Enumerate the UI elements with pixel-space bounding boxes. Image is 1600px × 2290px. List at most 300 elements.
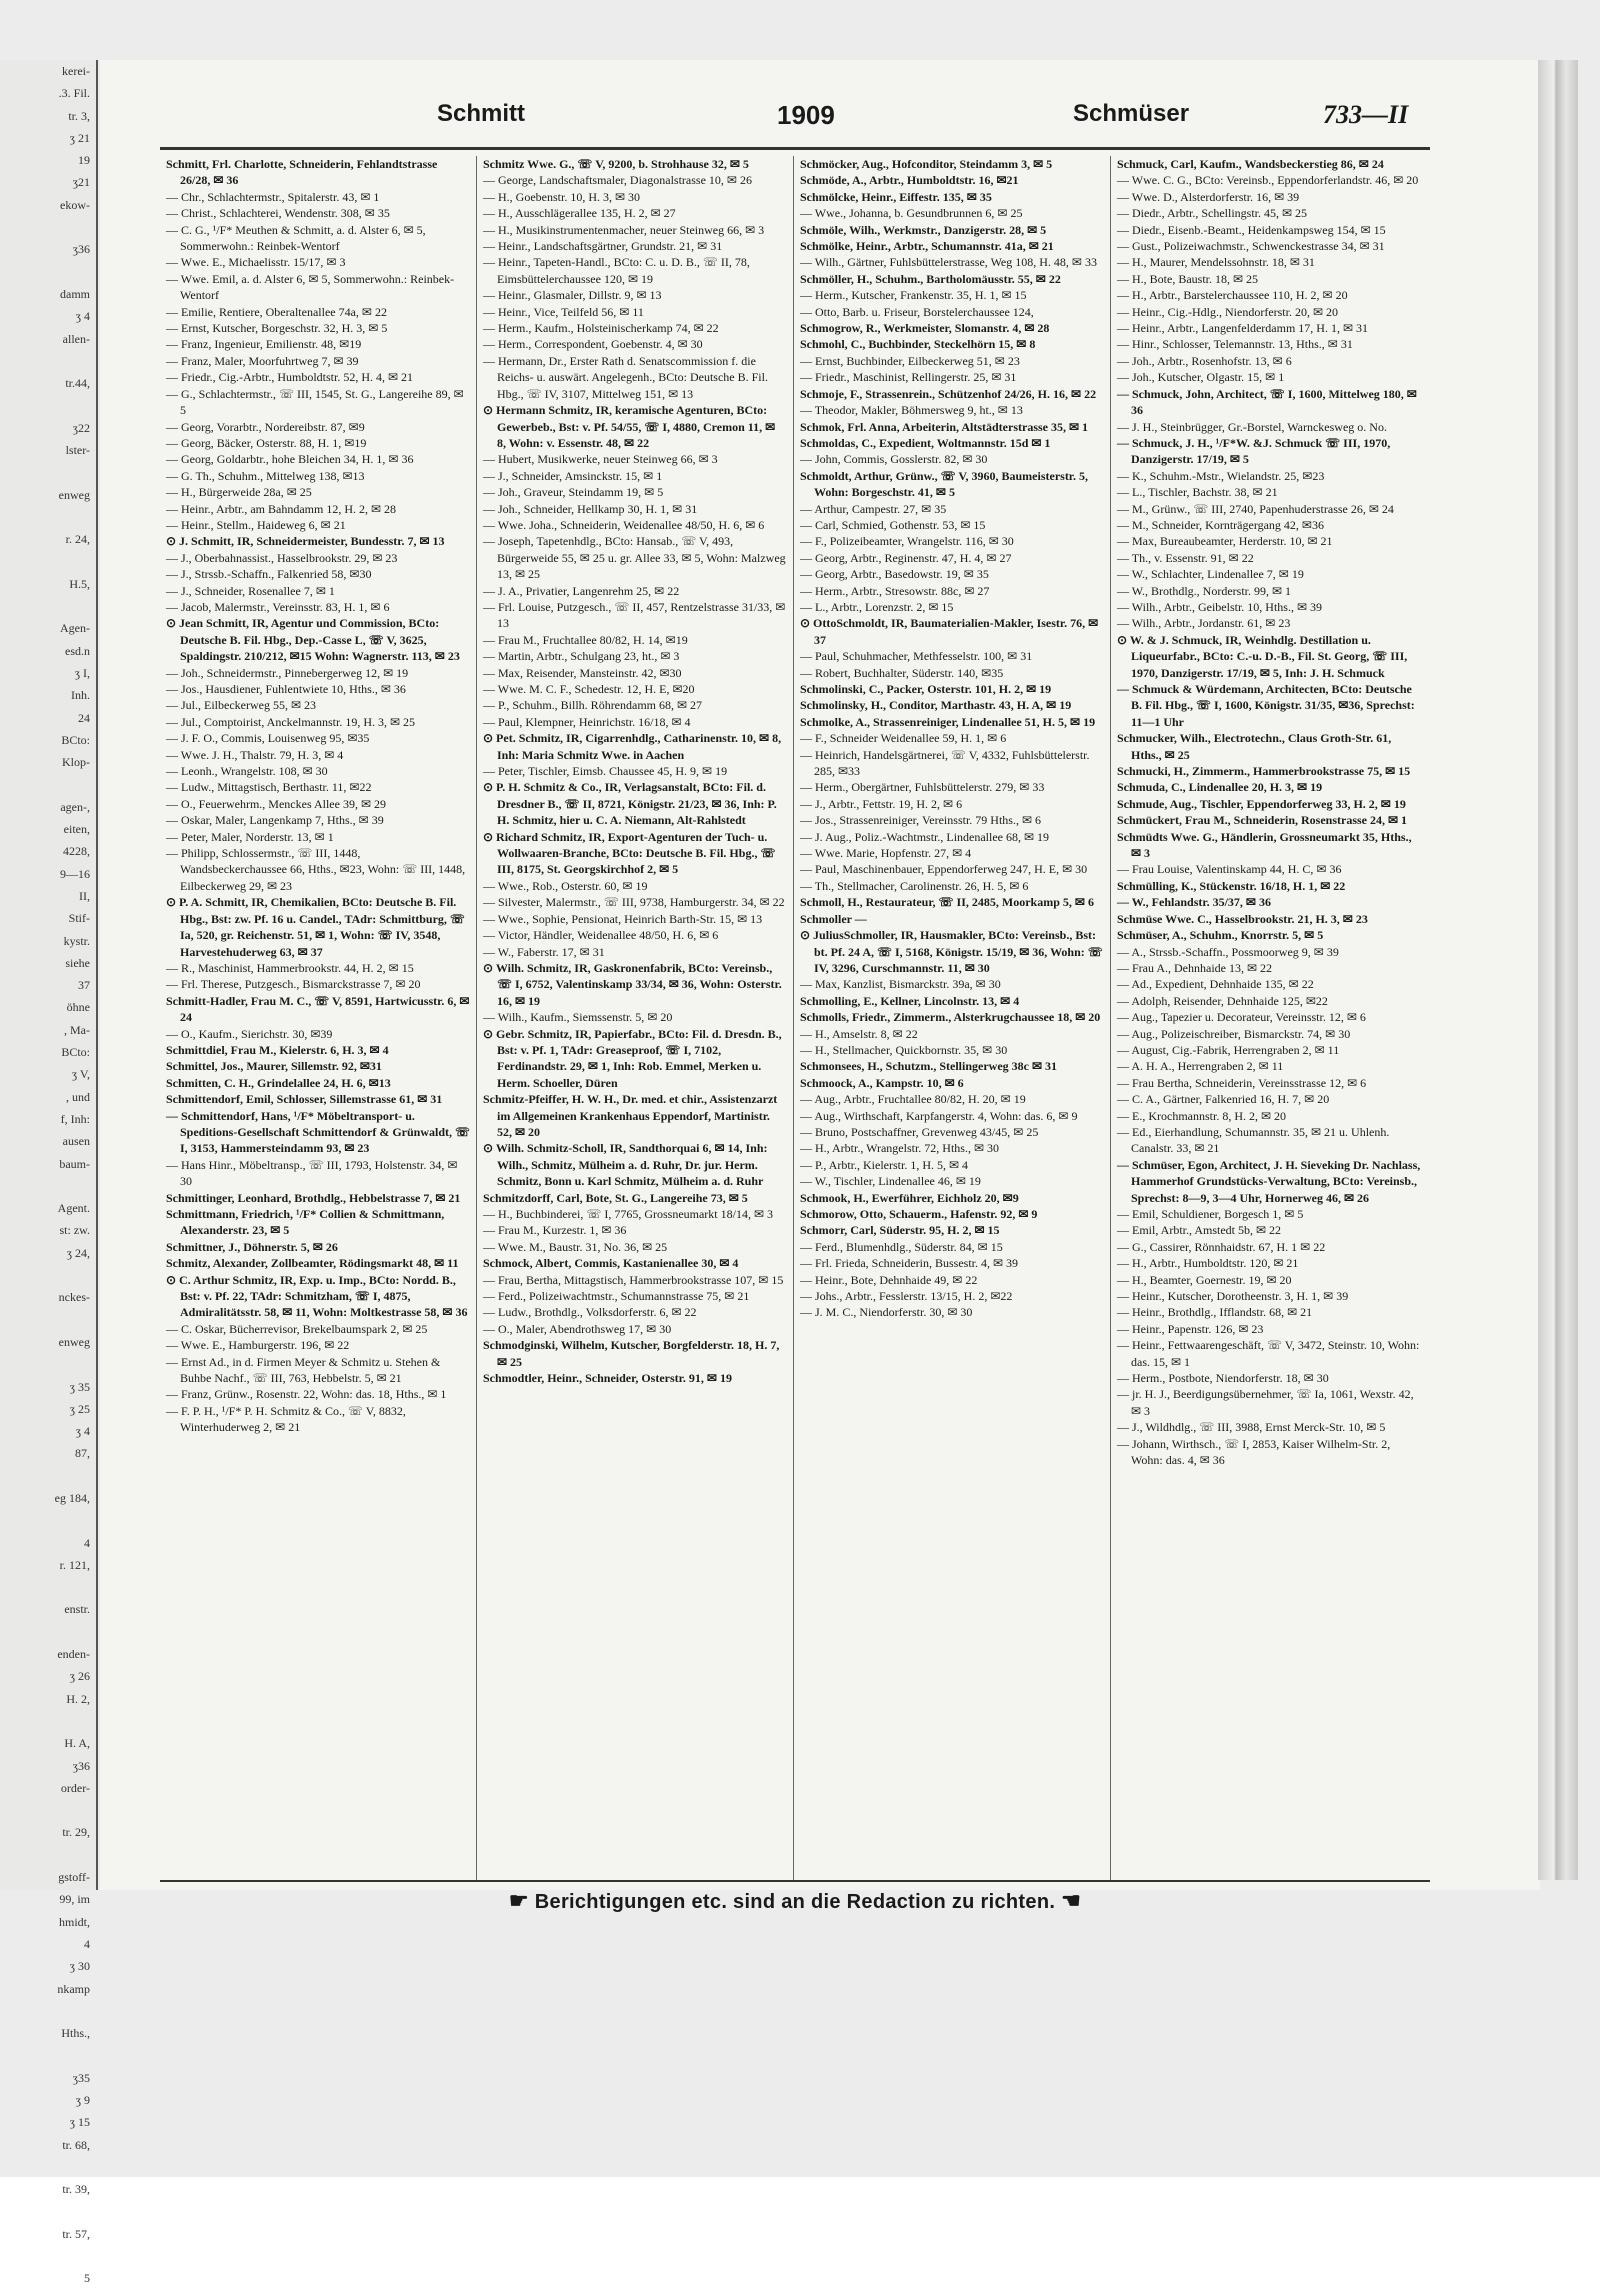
directory-entry: — Georg, Goldarbtr., hohe Bleichen 34, H. 1, ✉ 36 bbox=[166, 452, 414, 467]
directory-entry: — O., Maler, Abendrothsweg 17, ✉ 30 bbox=[483, 1321, 672, 1336]
directory-entry: ⊙ JuliusSchmoller, IR, Hausmakler, BCto: Vereinsb., Bst: bt. Pf. 24 A, ☏ I, 5168, Königstr. 15/19, ✉ 36, Wohn: ☏ IV, 3296, Curschmannstr. 11, ✉ 30 bbox=[800, 928, 1103, 975]
column-1 bbox=[160, 156, 477, 1882]
directory-entry: ⊙ P. A. Schmitt, IR, Chemikalien, BCto: Deutsche B. Fil. Hbg., Bst: zw. Pf. 16 u. Candel., TAdr: Schmittburg, ☏ Ia, 520, gr. Reichenstr. 51, ✉ 1, Wohn: ☏ IV, 3548, Harvestehuderweg 63, ✉ 37 bbox=[166, 895, 465, 959]
column-4 bbox=[1111, 156, 1428, 1882]
directory-entry: — E., Krochmannstr. 8, H. 2, ✉ 20 bbox=[1117, 1108, 1287, 1123]
previous-page-fragment: r. 24, bbox=[65, 532, 90, 547]
directory-entry: — Silvester, Malermstr., ☏ III, 9738, Hamburgerstr. 34, ✉ 22 bbox=[483, 895, 785, 910]
directory-entry: — Heinr., Landschaftsgärtner, Grundstr. 21, ✉ 31 bbox=[483, 239, 723, 254]
directory-entry: — Paul, Maschinenbauer, Eppendorferweg 247, H. E, ✉ 30 bbox=[800, 862, 1088, 877]
directory-entry: ⊙ Gebr. Schmitz, IR, Papierfabr., BCto: Fil. d. Dresdn. B., Bst: v. Pf. 1, TAdr: Greaseproof, ☏ I, 7102, Ferdinandstr. 29, ✉ 1, Inh: Rob. Emmel, Merken u. Herm. Schoeller, Düren bbox=[483, 1026, 782, 1090]
previous-page-fragment: ʒ 15 bbox=[69, 2115, 90, 2130]
directory-entry: — Heinr., Stellm., Haideweg 6, ✉ 21 bbox=[166, 517, 346, 532]
previous-page-fragment bbox=[0, 1799, 96, 1821]
previous-page-fragment bbox=[0, 2245, 96, 2267]
directory-entry: Schmodtler, Heinr., Schneider, Osterstr. 91, ✉ 19 bbox=[483, 1371, 732, 1386]
previous-page-fragment: H. 2, bbox=[66, 1691, 90, 1706]
directory-entry: — Georg, Arbtr., Reginenstr. 47, H. 4, ✉ 27 bbox=[800, 550, 1012, 565]
directory-entry: — Schmittendorf, Hans, ¹/F* Möbeltransport- u. Speditions-Gesellschaft Schmittendorf & Grünwaldt, ☏ I, 3153, Hammersteindamm 93, ✉ 23 bbox=[166, 1108, 471, 1156]
directory-entry: Schmucker, Wilh., Electrotechn., Claus Groth-Str. 61, Hths., ✉ 25 bbox=[1117, 731, 1392, 762]
directory-entry: — J., Wildhdlg., ☏ III, 3988, Ernst Merck-Str. 10, ✉ 5 bbox=[1117, 1420, 1386, 1435]
previous-page-fragment: tr. 68, bbox=[62, 2137, 90, 2152]
pointing-hand-icon: ☛ bbox=[508, 1888, 529, 1913]
directory-entry: Schmitz-Pfeiffer, H. W. H., Dr. med. et chir., Assistenzarzt im Allgemeinen Krankenhaus Eppendorf, Martinistr. 52, ✉ 20 bbox=[483, 1092, 778, 1139]
directory-entry: — Theodor, Makler, Böhmersweg 9, ht., ✉ 13 bbox=[800, 403, 1023, 418]
directory-entry: — H., Ausschlägerallee 135, H. 2, ✉ 27 bbox=[483, 206, 676, 221]
directory-entry: — O., Feuerwehrm., Menckes Allee 39, ✉ 29 bbox=[166, 796, 387, 811]
directory-entry: — J. A., Privatier, Langenrehm 25, ✉ 22 bbox=[483, 583, 680, 598]
directory-entry: — Franz, Grünw., Rosenstr. 22, Wohn: das. 18, Hths., ✉ 1 bbox=[166, 1387, 447, 1402]
previous-page-fragment: ekow- bbox=[60, 197, 90, 212]
directory-entry: — Heinrich, Handelsgärtnerei, ☏ V, 4332, Fuhlsbüttelerstr. 285, ✉33 bbox=[800, 747, 1090, 779]
directory-entry: — J., Schneider, Rosenallee 7, ✉ 1 bbox=[166, 583, 335, 598]
previous-page-fragment: ʒ 30 bbox=[69, 1959, 90, 1974]
directory-entry: Schmitz Wwe. G., ☏ V, 9200, b. Strohhause 32, ✉ 5 bbox=[483, 157, 749, 171]
directory-entry: — Wwe. Marie, Hopfenstr. 27, ✉ 4 bbox=[800, 846, 972, 861]
previous-page-fragment: 4 bbox=[84, 1936, 90, 1951]
previous-page-fragment: eg 184, bbox=[54, 1491, 90, 1505]
directory-entry: — Wilh., Kaufm., Siemssenstr. 5, ✉ 20 bbox=[483, 1010, 673, 1025]
directory-entry: Schmittmann, Friedrich, ¹/F* Collien & Schmittmann, Alexanderstr. 23, ✉ 5 bbox=[166, 1207, 445, 1238]
directory-entry: — J., Oberbahnassist., Hasselbrookstr. 29, ✉ 23 bbox=[166, 550, 398, 565]
directory-entry: — W., Fehlandstr. 35/37, ✉ 36 bbox=[1117, 895, 1271, 910]
directory-entry: — M., Grünw., ☏ III, 2740, Papenhuderstrasse 26, ✉ 24 bbox=[1117, 501, 1394, 516]
previous-page-fragment: H.5, bbox=[69, 576, 90, 591]
previous-page-fragment: damm bbox=[60, 286, 90, 301]
previous-page-fragment: tr. 3, bbox=[68, 108, 90, 123]
previous-page-fragment bbox=[0, 1465, 96, 1487]
directory-entry: — Frau M., Kurzestr. 1, ✉ 36 bbox=[483, 1223, 627, 1238]
previous-page-fragment: ʒ35 bbox=[72, 2070, 90, 2085]
directory-entry: — Georg, Vorarbtr., Nordereibstr. 87, ✉9 bbox=[166, 419, 365, 434]
directory-entry: — J. M. C., Niendorferstr. 30, ✉ 30 bbox=[800, 1305, 973, 1320]
previous-page-fragment: enstr. bbox=[64, 1602, 90, 1617]
directory-entry: — Max, Bureaubeamter, Herderstr. 10, ✉ 21 bbox=[1117, 534, 1333, 549]
previous-page-fragment bbox=[0, 350, 96, 372]
directory-entry: Schmülling, K., Stückenstr. 16/18, H. 1, ✉ 22 bbox=[1117, 878, 1346, 893]
directory-entry: — Oskar, Maler, Langenkamp 7, Hths., ✉ 39 bbox=[166, 813, 384, 828]
previous-page-fragment bbox=[0, 1509, 96, 1531]
directory-entry: — Frau M., Fruchtallee 80/82, H. 14, ✉19 bbox=[483, 632, 688, 647]
directory-entry: — Emilie, Rentiere, Oberaltenallee 74a, ✉ 22 bbox=[166, 304, 387, 319]
directory-entry: — Hinr., Schlosser, Telemannstr. 13, Hths., ✉ 31 bbox=[1117, 337, 1353, 352]
directory-entry: Schmoje, F., Strassenrein., Schützenhof 24/26, H. 16, ✉ 22 bbox=[800, 386, 1097, 401]
directory-entry: — Arthur, Campestr. 27, ✉ 35 bbox=[800, 501, 947, 516]
directory-entry: ⊙ Richard Schmitz, IR, Export-Agenturen der Tuch- u. Wollwaaren-Branche, BCto: Deutsche B. Fil. Hbg., ☏ III, 8175, St. Georgskirchhof 2, ✉ 5 bbox=[483, 829, 776, 877]
directory-entry: Schmoldt, Arthur, Grünw., ☏ V, 3960, Baumeisterstr. 5, Wohn: Borgeschstr. 41, ✉ 5 bbox=[800, 468, 1089, 500]
directory-entry: Schmucki, H., Zimmerm., Hammerbrookstrasse 75, ✉ 15 bbox=[1117, 764, 1411, 779]
directory-entry: — H., Stellmacher, Quickbornstr. 35, ✉ 30 bbox=[800, 1042, 1008, 1057]
directory-entry: — F., Polizeibeamter, Wrangelstr. 116, ✉ 30 bbox=[800, 534, 1014, 549]
directory-entry: — Philipp, Schlossermstr., ☏ III, 1448, Wandsbeckerchaussee 66, Hths., ✉23, Wohn: ☏ III, 1448, Eilbeckerweg 29, ✉ 23 bbox=[166, 846, 466, 893]
directory-entry: — Schmuck, J. H., ¹/F*W. &J. Schmuck ☏ III, 1970, Danzigerstr. 17/19, ✉ 5 bbox=[1117, 435, 1391, 467]
previous-page-fragment: st: zw. bbox=[59, 1223, 90, 1238]
directory-entry: — Heinr., Cig.-Hdlg., Niendorferstr. 20, ✉ 20 bbox=[1117, 304, 1339, 319]
directory-entry: — Herm., Obergärtner, Fuhlsbüttelerstr. 279, ✉ 33 bbox=[800, 780, 1045, 795]
previous-page-fragment: ʒ 24, bbox=[66, 1245, 90, 1260]
directory-entry: — K., Schuhm.-Mstr., Wielandstr. 25, ✉23 bbox=[1117, 468, 1325, 483]
previous-page-fragment bbox=[0, 394, 96, 416]
directory-entry: — Ernst, Kutscher, Borgeschstr. 32, H. 3, ✉ 5 bbox=[166, 321, 388, 336]
directory-entry: — H., Musikinstrumentenmacher, neuer Steinweg 66, ✉ 3 bbox=[483, 222, 765, 237]
directory-entry: — Ferd., Blumenhdlg., Süderstr. 84, ✉ 15 bbox=[800, 1239, 1003, 1254]
previous-page-fragment bbox=[0, 1175, 96, 1197]
previous-page-fragment: Agent. bbox=[57, 1201, 90, 1216]
previous-page-fragment: 4228, bbox=[63, 844, 90, 859]
directory-entry: — Th., v. Essenstr. 91, ✉ 22 bbox=[1117, 550, 1254, 565]
directory-entry: Schmoll, H., Restaurateur, ☏ II, 2485, Moorkamp 5, ✉ 6 bbox=[800, 895, 1094, 910]
directory-entry: Schmittdiel, Frau M., Kielerstr. 6, H. 3, ✉ 4 bbox=[166, 1042, 389, 1057]
directory-entry: — Wilh., Gärtner, Fuhlsbüttelerstrasse, Weg 108, H. 48, ✉ 33 bbox=[800, 255, 1097, 270]
previous-page-fragment: 5 bbox=[84, 2271, 90, 2286]
previous-page-fragment bbox=[0, 2201, 96, 2223]
previous-page-fragment: ʒ36 bbox=[72, 1758, 90, 1773]
directory-entry: — Joh., Arbtr., Rosenhofstr. 13, ✉ 6 bbox=[1117, 353, 1292, 368]
directory-entry: — Wwe., Johanna, b. Gesundbrunnen 6, ✉ 25 bbox=[800, 206, 1023, 221]
directory-entry: — Wwe., Rob., Osterstr. 60, ✉ 19 bbox=[483, 878, 648, 893]
footer-text: Berichtigungen etc. sind an die Redaction zu richten. bbox=[534, 1891, 1056, 1913]
directory-entry: — Paul, Klempner, Heinrichstr. 16/18, ✉ 4 bbox=[483, 714, 691, 729]
directory-entry: — Heinr., Bote, Dehnhaide 49, ✉ 22 bbox=[800, 1272, 978, 1287]
directory-entry: — Peter, Tischler, Eimsb. Chaussee 45, H. 9, ✉ 19 bbox=[483, 764, 728, 779]
directory-entry: — O., Kaufm., Sierichstr. 30, ✉39 bbox=[166, 1026, 333, 1041]
directory-entry: — Leonh., Wrangelstr. 108, ✉ 30 bbox=[166, 764, 328, 779]
directory-entry: — Jacob, Malermstr., Vereinsstr. 83, H. 1, ✉ 6 bbox=[166, 599, 390, 614]
directory-entry: — Ernst, Buchbinder, Eilbeckerweg 51, ✉ 23 bbox=[800, 353, 1020, 368]
directory-entry: — Heinr., Brothdlg., Ifflandstr. 68, ✉ 21 bbox=[1117, 1305, 1313, 1320]
previous-page-fragment: lster- bbox=[65, 443, 90, 458]
directory-entry: Schmude, Aug., Tischler, Eppendorferweg 33, H. 2, ✉ 19 bbox=[1117, 796, 1406, 811]
directory-entry: — Otto, Barb. u. Friseur, Borstelerchaussee 124, bbox=[800, 304, 1034, 319]
directory-entry: — Wilh., Arbtr., Jordanstr. 61, ✉ 23 bbox=[1117, 616, 1291, 631]
page-stack-edge bbox=[1538, 60, 1578, 1880]
directory-entry: — J. H., Steinbrügger, Gr.-Borstel, Warnckesweg o. No. bbox=[1117, 419, 1387, 434]
directory-entry: — H., Bürgerweide 28a, ✉ 25 bbox=[166, 485, 312, 500]
previous-page-fragment: ʒ 21 bbox=[69, 130, 90, 145]
previous-page-fragment: .3. Fil. bbox=[58, 86, 90, 101]
directory-entry: Schmöller, H., Schuhm., Bartholomäusstr. 55, ✉ 22 bbox=[800, 271, 1061, 286]
previous-page-fragment: ʒ36 bbox=[72, 242, 90, 257]
previous-page-fragment bbox=[0, 1309, 96, 1331]
directory-entry: — Max, Kanzlist, Bismarckstr. 39a, ✉ 30 bbox=[800, 977, 1001, 992]
previous-page-fragment: f, Inh: bbox=[60, 1111, 90, 1126]
directory-entry: — Schmuck & Würdemann, Architecten, BCto: Deutsche B. Fil. Hbg., ☏ I, 1600, Königstr. 31/35, ✉36, Sprechst: 11—1 Uhr bbox=[1117, 682, 1415, 729]
directory-entry: — Victor, Händler, Weidenallee 48/50, H. 6, ✉ 6 bbox=[483, 928, 719, 943]
directory-entry: — George, Landschaftsmaler, Diagonalstrasse 10, ✉ 26 bbox=[483, 173, 752, 188]
previous-page-fragment bbox=[0, 1264, 96, 1286]
directory-entry: — Herm., Kaufm., Holsteinischerkamp 74, ✉ 22 bbox=[483, 321, 719, 336]
directory-entry: — Frl. Therese, Putzgesch., Bismarckstrasse 7, ✉ 20 bbox=[166, 977, 421, 992]
previous-page-edge bbox=[0, 60, 98, 2286]
previous-page-fragment: Inh. bbox=[71, 688, 90, 703]
footer-notice bbox=[160, 1888, 1430, 1918]
column-2 bbox=[477, 156, 794, 1882]
directory-entry: Schmöde, A., Arbtr., Humboldtstr. 16, ✉21 bbox=[800, 173, 1019, 188]
previous-page-fragment: ʒ 4 bbox=[75, 309, 90, 324]
directory-entry: — W., Brothdlg., Norderstr. 99, ✉ 1 bbox=[1117, 583, 1292, 598]
directory-entry: — Aug., Wirthschaft, Karpfangerstr. 4, Wohn: das. 6, ✉ 9 bbox=[800, 1108, 1078, 1123]
directory-entry: Schmitt-Hadler, Frau M. C., ☏ V, 8591, Hartwicusstr. 6, ✉ 24 bbox=[166, 993, 470, 1025]
previous-page-fragment: BCto: bbox=[61, 732, 90, 747]
directory-entry: — Joh., Schneider, Hellkamp 30, H. 1, ✉ 31 bbox=[483, 501, 698, 516]
directory-entry: — R., Maschinist, Hammerbrookstr. 44, H. 2, ✉ 15 bbox=[166, 960, 414, 975]
directory-entry: Schmüdts Wwe. G., Händlerin, Grossneumarkt 35, Hths., ✉ 3 bbox=[1117, 829, 1412, 861]
directory-entry: — Bruno, Postschaffner, Grevenweg 43/45, ✉ 25 bbox=[800, 1124, 1039, 1139]
directory-entry: — Chr., Schlachtermstr., Spitalerstr. 43, ✉ 1 bbox=[166, 189, 380, 204]
directory-entry: Schmüser, A., Schuhm., Knorrstr. 5, ✉ 5 bbox=[1117, 928, 1324, 943]
page-number: 733—II bbox=[1323, 100, 1409, 129]
directory-entry: Schmock, Albert, Commis, Kastanienallee 30, ✉ 4 bbox=[483, 1256, 739, 1271]
directory-entry: — Wwe. E., Michaelisstr. 15/17, ✉ 3 bbox=[166, 255, 346, 270]
directory-entry: Schmook, H., Ewerführer, Eichholz 20, ✉9 bbox=[800, 1190, 1019, 1205]
previous-page-fragment bbox=[0, 1576, 96, 1598]
directory-entry: — jr. H. J., Beerdigungsübernehmer, ☏ Ia, 1061, Wexstr. 42, ✉ 3 bbox=[1117, 1387, 1414, 1418]
previous-page-fragment: , Ma- bbox=[64, 1022, 90, 1037]
directory-entry: — Christ., Schlachterei, Wendenstr. 308, ✉ 35 bbox=[166, 206, 390, 221]
directory-entry: — Ad., Expedient, Dehnhaide 135, ✉ 22 bbox=[1117, 977, 1314, 992]
directory-entry: — J., Arbtr., Fettstr. 19, H. 2, ✉ 6 bbox=[800, 796, 963, 811]
directory-entry: Schmölke, Heinr., Arbtr., Schumannstr. 41a, ✉ 21 bbox=[800, 239, 1054, 254]
previous-page-fragment: , und bbox=[66, 1089, 90, 1104]
directory-entry: — Diedr., Arbtr., Schellingstr. 45, ✉ 25 bbox=[1117, 206, 1308, 221]
directory-entry: — H., Arbtr., Wrangelstr. 72, Hths., ✉ 30 bbox=[800, 1141, 1000, 1156]
directory-entry: — Heinr., Glasmaler, Dillstr. 9, ✉ 13 bbox=[483, 288, 662, 303]
previous-page-fragment: ʒ 35 bbox=[69, 1379, 90, 1394]
directory-entry: Schmolinsky, H., Conditor, Marthastr. 43, H. A, ✉ 19 bbox=[800, 698, 1072, 713]
previous-page-fragment: baum- bbox=[59, 1156, 90, 1171]
header-year: 1909 bbox=[777, 100, 835, 130]
directory-entry: — C. A., Gärtner, Falkenried 16, H. 7, ✉ 20 bbox=[1117, 1092, 1330, 1107]
directory-entry: — C. G., ¹/F* Meuthen & Schmitt, a. d. Alster 6, ✉ 5, Sommerwohn.: Reinbek-Wentorf bbox=[166, 222, 426, 254]
directory-entry: — G. Th., Schuhm., Mittelweg 138, ✉13 bbox=[166, 468, 365, 483]
previous-page-fragment: enweg bbox=[58, 1334, 90, 1349]
directory-entry: Schmoller — bbox=[800, 911, 867, 926]
directory-entry: ⊙ Wilh. Schmitz, IR, Gaskronenfabrik, BCto: Vereinsb., ☏ I, 6752, Valentinskamp 33/34, ✉ 36, Wohn: Osterstr. 16, ✉ 19 bbox=[483, 960, 782, 1008]
directory-entry: Schmüse Wwe. C., Hasselbrookstr. 21, H. 3, ✉ 23 bbox=[1117, 911, 1368, 926]
directory-entry: — Wwe. Joha., Schneiderin, Weidenallee 48/50, H. 6, ✉ 6 bbox=[483, 517, 765, 532]
running-header bbox=[160, 100, 1420, 134]
directory-entry: — J. Aug., Poliz.-Wachtmstr., Lindenallee 68, ✉ 19 bbox=[800, 829, 1050, 844]
directory-entry: — Georg, Arbtr., Basedowstr. 19, ✉ 35 bbox=[800, 567, 989, 582]
previous-page-fragment bbox=[0, 216, 96, 238]
previous-page-fragment: nckes- bbox=[58, 1290, 90, 1305]
directory-entry: — A., Strssb.-Schaffn., Possmoorweg 9, ✉ 39 bbox=[1117, 944, 1339, 959]
directory-entry: — J., Schneider, Amsinckstr. 15, ✉ 1 bbox=[483, 468, 663, 483]
directory-entry: — Wwe. C. G., BCto: Vereinsb., Eppendorferlandstr. 46, ✉ 20 bbox=[1117, 173, 1419, 188]
directory-entry: — Friedr., Maschinist, Rellingerstr. 25, ✉ 31 bbox=[800, 370, 1017, 385]
directory-entry: Schmonsees, H., Schutzm., Stellingerweg 38c ✉ 31 bbox=[800, 1059, 1058, 1074]
directory-entry: — C. Oskar, Bücherrevisor, Brekelbaumspark 2, ✉ 25 bbox=[166, 1321, 428, 1336]
directory-entry: — Schmuck, John, Architect, ☏ I, 1600, Mittelweg 180, ✉ 36 bbox=[1117, 386, 1417, 418]
previous-page-fragment bbox=[0, 595, 96, 617]
previous-page-fragment: ʒ21 bbox=[72, 175, 90, 190]
directory-entry: — Heinr., Papenstr. 126, ✉ 23 bbox=[1117, 1321, 1264, 1336]
directory-entry: Schmitten, C. H., Grindelallee 24, H. 6, ✉13 bbox=[166, 1075, 391, 1090]
previous-page-fragment: siehe bbox=[65, 955, 90, 970]
directory-entry: — Ludw., Mittagstisch, Berthastr. 11, ✉22 bbox=[166, 780, 372, 795]
footer-rule bbox=[160, 1880, 1430, 1882]
directory-entry: — G., Schlachtermstr., ☏ III, 1545, St. G., Langereihe 89, ✉ 5 bbox=[166, 386, 464, 418]
previous-page-fragment: 24 bbox=[78, 710, 90, 725]
directory-entry: — Heinr., Tapeten-Handl., BCto: C. u. D. B., ☏ II, 78, Eimsbüttelerchaussee 120, ✉ 19 bbox=[483, 255, 750, 286]
directory-entry: Schmorr, Carl, Süderstr. 95, H. 2, ✉ 15 bbox=[800, 1223, 1000, 1238]
previous-page-fragment: enweg bbox=[58, 487, 90, 502]
previous-page-fragment: 37 bbox=[78, 978, 90, 993]
directory-entry: ⊙ P. H. Schmitz & Co., IR, Verlagsanstalt, BCto: Fil. d. Dresdner B., ☏ II, 8721, Königstr. 21/23, ✉ 36, Inh: P. H. Schmitz, hier u. C. A. Niemann, Alt-Rahlstedt bbox=[483, 780, 777, 828]
directory-entry: — Heinr., Arbtr., Langenfelderdamm 17, H. 1, ✉ 31 bbox=[1117, 321, 1369, 336]
directory-entry: — Heinr., Kutscher, Dorotheenstr. 3, H. 1, ✉ 39 bbox=[1117, 1289, 1349, 1304]
previous-page-fragment bbox=[0, 1621, 96, 1643]
directory-entry: Schmoldas, C., Expedient, Woltmannstr. 15d ✉ 1 bbox=[800, 435, 1051, 450]
directory-entry: — F. P. H., ¹/F* P. H. Schmitz & Co., ☏ V, 8832, Winterhuderweg 2, ✉ 21 bbox=[166, 1403, 406, 1435]
directory-entry: Schmückert, Frau M., Schneiderin, Rosenstrasse 24, ✉ 1 bbox=[1117, 813, 1408, 828]
directory-entry: — Joh., Graveur, Steindamm 19, ✉ 5 bbox=[483, 485, 664, 500]
directory-entry: — Herm., Arbtr., Stresowstr. 88c, ✉ 27 bbox=[800, 583, 990, 598]
directory-entry: — Wilh., Arbtr., Geibelstr. 10, Hths., ✉ 39 bbox=[1117, 599, 1323, 614]
previous-page-fragment: Stif- bbox=[68, 911, 90, 926]
previous-page-fragment bbox=[0, 2000, 96, 2022]
directory-entry: — Wwe. M., Baustr. 31, No. 36, ✉ 25 bbox=[483, 1239, 668, 1254]
directory-entry: — Joh., Kutscher, Olgastr. 15, ✉ 1 bbox=[1117, 370, 1285, 385]
directory-entry: — Joseph, Tapetenhdlg., BCto: Hansab., ☏ V, 493, Bürgerweide 55, ✉ 25 u. gr. Allee 33, ✉ 5, Wohn: Malzweg 13, ✉ 25 bbox=[483, 534, 786, 582]
directory-entry: — Hubert, Musikwerke, neuer Steinweg 66, ✉ 3 bbox=[483, 452, 718, 467]
directory-entry: — Wwe., Sophie, Pensionat, Heinrich Barth-Str. 15, ✉ 13 bbox=[483, 911, 763, 926]
directory-entry: — Emil, Arbtr., Amstedt 5b, ✉ 22 bbox=[1117, 1223, 1282, 1238]
previous-page-fragment: nkamp bbox=[57, 1981, 90, 1996]
previous-page-fragment bbox=[0, 1353, 96, 1375]
previous-page-fragment: tr. 39, bbox=[62, 2182, 90, 2197]
directory-entry: Schmittinger, Leonhard, Brothdlg., Hebbelstrasse 7, ✉ 21 bbox=[166, 1190, 461, 1205]
directory-entry: — Friedr., Cig.-Arbtr., Humboldtstr. 52, H. 4, ✉ 21 bbox=[166, 370, 414, 385]
directory-entry: — Heinr., Fettwaarengeschäft, ☏ V, 3472, Steinstr. 10, Wohn: das. 15, ✉ 1 bbox=[1117, 1338, 1420, 1369]
directory-entry: — Herm., Kutscher, Frankenstr. 35, H. 1, ✉ 15 bbox=[800, 288, 1027, 303]
previous-page-fragment: BCto: bbox=[61, 1045, 90, 1060]
directory-entry: — Paul, Schuhmacher, Methfesselstr. 100, ✉ 31 bbox=[800, 649, 1033, 664]
directory-entry: ⊙ C. Arthur Schmitz, IR, Exp. u. Imp., BCto: Nordd. B., Bst: v. Pf. 22, TAdr: Schmitzham, ☏ I, 4875, Admiralitätsstr. 58, ✉ 11, Wohn: Moltkestrasse 58, ✉ 36 bbox=[166, 1272, 468, 1320]
previous-page-fragment: kystr. bbox=[63, 933, 90, 948]
directory-entry: Schmok, Frl. Anna, Arbeiterin, Altstädterstrasse 35, ✉ 1 bbox=[800, 419, 1089, 434]
column-3 bbox=[794, 156, 1111, 1882]
directory-entry: — Ed., Eierhandlung, Schumannstr. 35, ✉ 21 u. Uhlenh. Canalstr. 33, ✉ 21 bbox=[1117, 1124, 1390, 1156]
directory-entry: — H., Arbtr., Barstelerchaussee 110, H. 2, ✉ 20 bbox=[1117, 288, 1348, 303]
previous-page-fragment bbox=[0, 2156, 96, 2178]
directory-entry: — Heinr., Arbtr., am Bahndamm 12, H. 2, ✉ 28 bbox=[166, 501, 397, 516]
directory-entry: — Frau, Bertha, Mittagstisch, Hammerbrookstrasse 107, ✉ 15 bbox=[483, 1272, 784, 1287]
directory-entry: Schmitz, Alexander, Zollbeamter, Rödingsmarkt 48, ✉ 11 bbox=[166, 1256, 459, 1271]
previous-page-fragment: kerei- bbox=[62, 64, 90, 78]
directory-entry: — W., Schlachter, Lindenallee 7, ✉ 19 bbox=[1117, 567, 1304, 582]
directory-entry: — Wwe. Emil, a. d. Alster 6, ✉ 5, Sommerwohn.: Reinbek-Wentorf bbox=[166, 271, 455, 303]
previous-page-fragment: ʒ 9 bbox=[75, 2093, 90, 2108]
directory-entry: — H., Goebenstr. 10, H. 3, ✉ 30 bbox=[483, 189, 641, 204]
previous-page-fragment: II, bbox=[79, 888, 90, 903]
directory-entry: — H., Beamter, Goernestr. 19, ✉ 20 bbox=[1117, 1272, 1292, 1287]
directory-entry: ⊙ Hermann Schmitz, IR, keramische Agenturen, BCto: Gewerbeb., Bst: v. Pf. 54/55, ☏ I, 4880, Cremon 11, ✉ 8, Wohn: v. Essenstr. 48, ✉ 22 bbox=[483, 403, 776, 450]
directory-entry: — Heinr., Vice, Teilfeld 56, ✉ 11 bbox=[483, 304, 644, 319]
previous-page-fragment bbox=[0, 261, 96, 283]
header-rule bbox=[160, 147, 1430, 150]
directory-entry: — Frau Louise, Valentinskamp 44, H. C, ✉ 36 bbox=[1117, 862, 1342, 877]
directory-entry: — G., Cassirer, Rönnhaidstr. 67, H. 1 ✉ 22 bbox=[1117, 1239, 1326, 1254]
directory-entry: Schmohl, C., Buchbinder, Steckelhörn 15, ✉ 8 bbox=[800, 337, 1036, 352]
directory-entry: — Jul., Eilbeckerweg 55, ✉ 23 bbox=[166, 698, 317, 713]
directory-entry: Schmolinski, C., Packer, Osterstr. 101, H. 2, ✉ 19 bbox=[800, 682, 1052, 696]
directory-entry: ⊙ Pet. Schmitz, IR, Cigarrenhdlg., Catharinenstr. 10, ✉ 8, Inh: Maria Schmitz Wwe. in Aachen bbox=[483, 731, 782, 762]
previous-page-fragment: öhne bbox=[66, 1000, 90, 1015]
directory-entry: — Wwe. J. H., Thalstr. 79, H. 3, ✉ 4 bbox=[166, 747, 344, 762]
directory-entry: — Frl. Frieda, Schneiderin, Bussestr. 4, ✉ 39 bbox=[800, 1256, 1019, 1271]
directory-columns bbox=[160, 156, 1430, 1882]
pointing-hand-icon: ☚ bbox=[1061, 1888, 1082, 1913]
previous-page-fragment: order- bbox=[60, 1780, 90, 1795]
previous-page-fragment: agen-, bbox=[60, 799, 90, 814]
previous-page-fragment: enden- bbox=[57, 1647, 90, 1662]
previous-page-fragment: Agen- bbox=[60, 621, 90, 636]
previous-page-fragment bbox=[0, 461, 96, 483]
previous-page-fragment: Klop- bbox=[62, 755, 90, 770]
directory-entry: — A. H. A., Herrengraben 2, ✉ 11 bbox=[1117, 1059, 1284, 1074]
directory-entry: — Aug., Arbtr., Fruchtallee 80/82, H. 20, ✉ 19 bbox=[800, 1092, 1026, 1107]
directory-entry: Schmittendorf, Emil, Schlosser, Sillemstrasse 61, ✉ 31 bbox=[166, 1092, 443, 1107]
directory-entry: Schmöcker, Aug., Hofconditor, Steindamm 3, ✉ 5 bbox=[800, 157, 1053, 171]
directory-entry: — Jul., Comptoirist, Anckelmannstr. 19, H. 3, ✉ 25 bbox=[166, 714, 416, 729]
directory-entry: — W., Faberstr. 17, ✉ 31 bbox=[483, 944, 605, 959]
directory-entry: Schmittner, J., Döhnerstr. 5, ✉ 26 bbox=[166, 1239, 338, 1254]
directory-entry: ⊙ Wilh. Schmitz-Scholl, IR, Sandthorquai 6, ✉ 14, Inh: Wilh., Schmitz, Mülheim a. d. Ruhr, Dr. jur. Herm. Schmitz, Bonn u. Karl Schmitz, Mülheim a. d. Ruhr bbox=[483, 1141, 768, 1189]
directory-entry: — Joh., Schneidermstr., Pinnebergerweg 12, ✉ 19 bbox=[166, 665, 409, 680]
directory-entry: — F., Schneider Weidenallee 59, H. 1, ✉ 6 bbox=[800, 731, 1007, 746]
directory-entry: — Wwe. D., Alsterdorferstr. 16, ✉ 39 bbox=[1117, 189, 1300, 204]
previous-page-fragment: 87, bbox=[75, 1446, 90, 1461]
previous-page-fragment: Hths., bbox=[61, 2026, 90, 2041]
directory-entry: — Th., Stellmacher, Carolinenstr. 26, H. 5, ✉ 6 bbox=[800, 878, 1029, 893]
directory-entry: ⊙ Jean Schmitt, IR, Agentur und Commission, BCto: Deutsche B. Fil. Hbg., Dep.-Casse L, ☏ V, 3625, Spaldingstr. 210/212, ✉15 Wohn: Wagnerstr. 113, ✉ 23 bbox=[166, 616, 460, 664]
directory-entry: — Frau Bertha, Schneiderin, Vereinsstrasse 12, ✉ 6 bbox=[1117, 1075, 1367, 1090]
previous-page-fragment: allen- bbox=[62, 331, 90, 346]
directory-entry: — P., Arbtr., Kielerstr. 1, H. 5, ✉ 4 bbox=[800, 1157, 969, 1172]
directory-entry: Schmölcke, Heinr., Eiffestr. 135, ✉ 35 bbox=[800, 189, 992, 204]
directory-entry: — Emil, Schuldiener, Borgesch 1, ✉ 5 bbox=[1117, 1207, 1304, 1221]
directory-entry: — Franz, Maler, Moorfuhrtweg 7, ✉ 39 bbox=[166, 353, 359, 368]
previous-page-fragment bbox=[0, 551, 96, 573]
previous-page-fragment: ausen bbox=[62, 1134, 90, 1149]
directory-entry: — Jos., Hausdiener, Fuhlentwiete 10, Hths., ✉ 36 bbox=[166, 682, 406, 696]
directory-entry: ⊙ OttoSchmoldt, IR, Baumaterialien-Makler, Isestr. 76, ✉ 37 bbox=[800, 616, 1099, 647]
directory-entry: Schmitt, Frl. Charlotte, Schneiderin, Fehlandtstrasse 26/28, ✉ 36 bbox=[166, 157, 438, 188]
directory-entry: ⊙ J. Schmitt, IR, Schneidermeister, Bundesstr. 7, ✉ 13 bbox=[166, 534, 445, 549]
previous-page-fragment bbox=[0, 1844, 96, 1866]
directory-entry: Schmolke, A., Strassenreiniger, Lindenallee 51, H. 5, ✉ 19 bbox=[800, 714, 1096, 729]
directory-entry: ⊙ W. & J. Schmuck, IR, Weinhdlg. Destillation u. Liqueurfabr., BCto: C.-u. D.-B., Fil. St. Georg, ☏ III, 1970, Danzigerstr. 17/19, ✉ 5, Inh: J. H. Schmuck bbox=[1117, 632, 1408, 680]
directory-entry: — Martin, Arbtr., Schulgang 23, ht., ✉ 3 bbox=[483, 649, 680, 664]
directory-entry: — Frl. Louise, Putzgesch., ☏ II, 457, Rentzelstrasse 31/33, ✉ 13 bbox=[483, 599, 786, 631]
previous-page-fragment: ʒ I, bbox=[74, 666, 90, 681]
directory-entry: Schmodginski, Wilhelm, Kutscher, Borgfelderstr. 18, H. 7, ✉ 25 bbox=[483, 1338, 780, 1369]
previous-page-fragment: tr. 57, bbox=[62, 2226, 90, 2241]
directory-entry: — Johs., Arbtr., Fesslerstr. 13/15, H. 2, ✉22 bbox=[800, 1289, 1013, 1304]
directory-entry: — August, Cig.-Fabrik, Herrengraben 2, ✉ 11 bbox=[1117, 1042, 1340, 1057]
directory-entry: — Frau A., Dehnhaide 13, ✉ 22 bbox=[1117, 960, 1273, 975]
directory-entry: — Ludw., Brothdlg., Volksdorferstr. 6, ✉ 22 bbox=[483, 1305, 697, 1320]
directory-entry: — Max, Reisender, Mansteinstr. 42, ✉30 bbox=[483, 665, 682, 680]
previous-page-fragment: hmidt, bbox=[58, 1914, 90, 1929]
directory-entry: — Johann, Wirthsch., ☏ I, 2853, Kaiser Wilhelm-Str. 2, Wohn: das. 4, ✉ 36 bbox=[1117, 1436, 1391, 1468]
directory-entry: — Diedr., Eisenb.-Beamt., Heidenkampsweg 154, ✉ 15 bbox=[1117, 222, 1386, 237]
directory-entry: — J. F. O., Commis, Louisenweg 95, ✉35 bbox=[166, 731, 370, 746]
directory-entry: — Gust., Polizeiwachmstr., Schwenckestrasse 34, ✉ 31 bbox=[1117, 239, 1385, 254]
directory-entry: Schmogrow, R., Werkmeister, Slomanstr. 4, ✉ 28 bbox=[800, 321, 1050, 336]
previous-page-fragment: ʒ 26 bbox=[69, 1669, 90, 1684]
